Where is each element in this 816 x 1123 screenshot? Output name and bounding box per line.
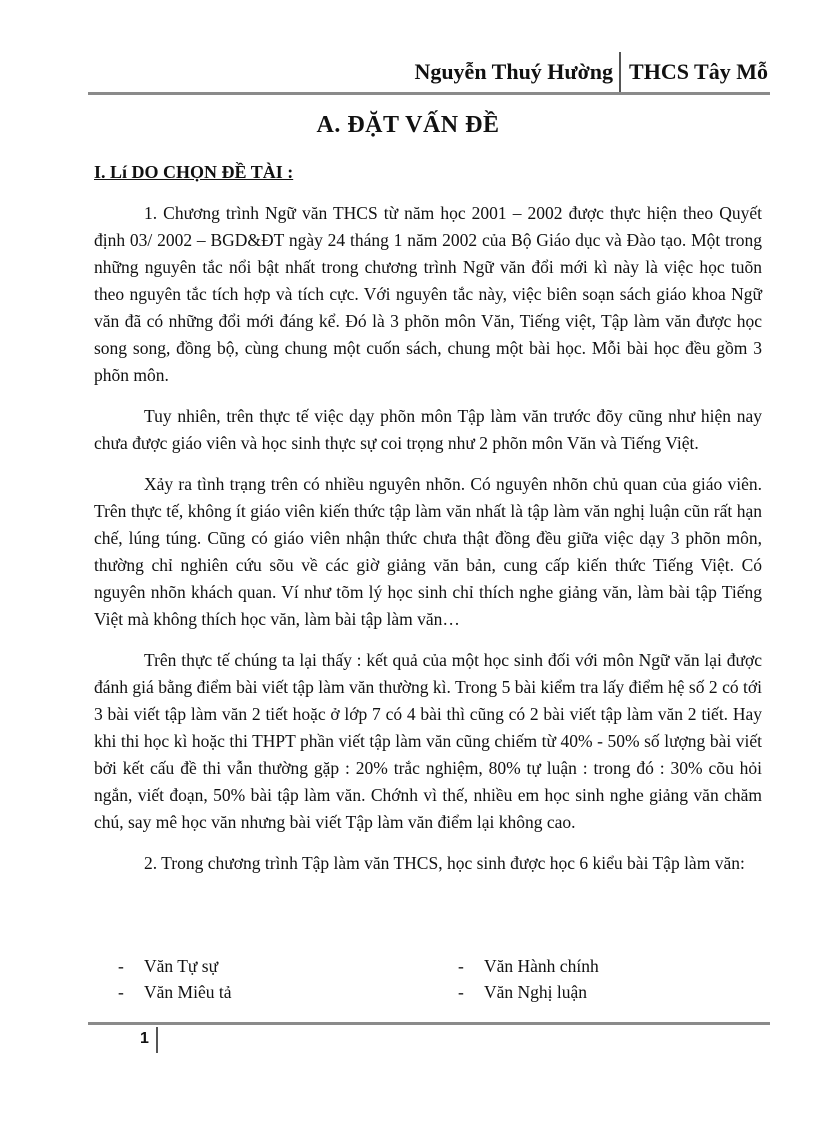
list-item bbox=[458, 980, 678, 1004]
list-dash: - bbox=[458, 956, 464, 976]
list-dash: - bbox=[118, 956, 124, 976]
footer-divider bbox=[156, 1027, 158, 1053]
paragraph: Xảy ra tình trạng trên có nhiều nguyên nhõn. Có nguyên nhõn chủ quan của giáo viên. Trên thực tế, không ít giáo viên kiến thức tập làm văn nhất là tập làm văn nghị luận cũn rất hạn chế, lúng túng. Cũng có giáo viên nhận thức chưa thật đồng đều giữa việc dạy 3 phõn môn, thường chỉ nghiên cứu sõu về các giờ giảng văn bản, cung cấp kiến thức Tiếng Việt. Có nguyên nhõn khách quan. Ví như tõm lý học sinh chỉ thích nghe giảng văn, làm bài tập Tiếng Việt mà không thích học văn, làm bài tập làm văn… bbox=[94, 474, 762, 629]
body-text bbox=[94, 200, 762, 891]
footer-rule bbox=[88, 1022, 770, 1025]
header-rule bbox=[88, 92, 770, 95]
paragraph: Tuy nhiên, trên thực tế việc dạy phõn môn Tập làm văn trước đõy cũng như hiện nay chưa được giáo viên và học sinh thực sự coi trọng như 2 phõn môn Văn và Tiếng Việt. bbox=[94, 406, 762, 453]
page-header bbox=[414, 52, 768, 92]
list-item bbox=[118, 980, 458, 1004]
list-item-text: Văn Hành chính bbox=[484, 956, 599, 976]
section-heading: I. Lí DO CHỌN ĐỀ TÀI : bbox=[94, 162, 294, 182]
header-divider bbox=[619, 52, 621, 92]
header-school: THCS Tây Mỗ bbox=[629, 59, 768, 84]
document-title: A. ĐẶT VẤN ĐỀ bbox=[316, 112, 500, 138]
paragraph: Trên thực tế chúng ta lại thấy : kết quả của một học sinh đối với môn Ngữ văn lại được đánh giá bằng điểm bài viết tập làm văn thường kì. Trong 5 bài kiểm tra lấy điểm hệ số 2 có tới 3 bài viết tập làm văn 2 tiết hoặc ở lớp 7 có 4 bài thì cũng có 2 bài viết tập làm văn 2 tiết. Hay khi thi học kì hoặc thi THPT phần viết tập làm văn cũng chiếm từ 40% - 50% số lượng bài viết bởi kết cấu đề thi vẫn thường gặp : 20% trắc nghiệm, 80% tự luận : trong đó : 30% cõu hỏi ngắn, viết đoạn, 50% bài tập làm văn. Chớnh vì thế, nhiều em học sinh nghe giảng văn chăm chú, say mê học văn nhưng bài viết Tập làm văn điểm lại không cao. bbox=[94, 650, 762, 832]
paragraph: 2. Trong chương trình Tập làm văn THCS, học sinh được học 6 kiểu bài Tập làm văn: bbox=[144, 853, 745, 873]
page-number: 1 bbox=[140, 1030, 149, 1047]
list-dash: - bbox=[118, 982, 124, 1002]
paragraph: 1. Chương trình Ngữ văn THCS từ năm học 2001 – 2002 được thực hiện theo Quyết định 03/ 2002 – BGD&ĐT ngày 24 tháng 1 năm 2002 của Bộ Giáo dục và Đào tạo. Một trong những nguyên tắc nổi bật nhất trong chương trình Ngữ văn đổi mới kì này là việc học tuõn theo nguyên tắc tích hợp và tích cực. Với nguyên tắc này, việc biên soạn sách giáo khoa Ngữ văn đã có những đổi mới đáng kể. Đó là 3 phõn môn Văn, Tiếng việt, Tập làm văn được học song song, đồng bộ, cùng chung một cuốn sách, chung một bài học. Mỗi bài học đều gồm 3 phõn môn. bbox=[94, 203, 762, 385]
list-item bbox=[118, 954, 458, 978]
list-item bbox=[458, 954, 678, 978]
list-item-text: Văn Tự sự bbox=[144, 956, 219, 976]
essay-type-list bbox=[118, 954, 678, 1004]
list-dash: - bbox=[458, 982, 464, 1002]
list-item-text: Văn Miêu tả bbox=[144, 982, 232, 1002]
list-item-text: Văn Nghị luận bbox=[484, 982, 588, 1002]
header-author: Nguyễn Thuý Hường bbox=[414, 59, 614, 84]
